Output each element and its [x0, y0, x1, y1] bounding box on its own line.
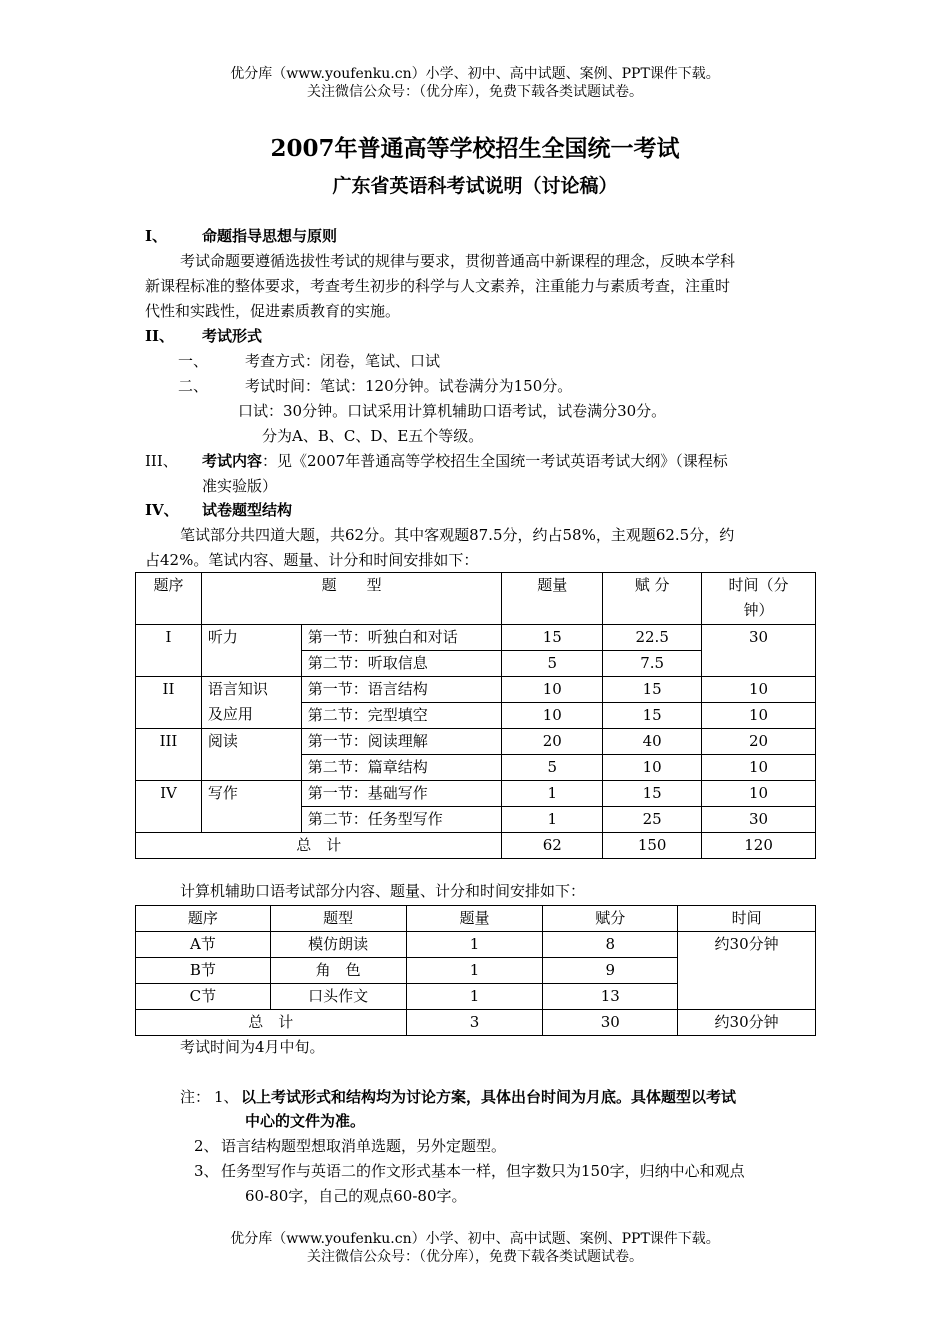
header-time: 时间 — [678, 906, 816, 932]
part-count: 15 — [502, 625, 603, 651]
note-1-line-2: 中心的文件为准。 — [245, 1112, 366, 1130]
exam-form-grades: 分为A、B、C、D、E五个等级。 — [262, 427, 484, 445]
section-count: 1 — [406, 984, 543, 1010]
part-score: 7.5 — [603, 651, 702, 677]
section-1-paragraph-line-3: 代性和实践性，促进素质教育的实施。 — [145, 302, 401, 320]
section-3-text: ：见《2007年普通高等学校招生全国统一考试英语考试大纲》（课程标 — [262, 452, 728, 470]
section-1-title: 命题指导思想与原则 — [202, 227, 338, 245]
table-total-row — [136, 833, 816, 859]
section-type: 口头作文 — [270, 984, 406, 1010]
section-4-paragraph-line-1: 笔试部分共四道大题，共62分。其中客观题87.5分，约占58%，主观题62.5分，约 — [180, 526, 735, 544]
oral-table-intro: 计算机辅助口语考试部分内容、题量、计分和时间安排如下： — [180, 882, 586, 900]
part-name: 第一节：语言结构 — [301, 677, 502, 703]
part-time: 20 — [702, 729, 816, 755]
section-2-title: 考试形式 — [202, 327, 263, 345]
total-score: 30 — [543, 1010, 678, 1036]
exam-form-oral: 口试：30分钟。口试采用计算机辅助口语考试，试卷满分30分。 — [238, 402, 667, 420]
part-time: 10 — [702, 677, 816, 703]
exam-form-item-2: 考试时间：笔试：120分钟。试卷满分为150分。 — [245, 377, 573, 395]
part-time: 10 — [702, 703, 816, 729]
section-count: 1 — [406, 932, 543, 958]
header-count: 题量 — [406, 906, 543, 932]
group-name — [201, 677, 301, 729]
table-row — [136, 625, 816, 651]
part-score: 25 — [603, 807, 702, 833]
header-time-line-2: 钟） — [743, 601, 774, 619]
note-3-line-2: 60-80字，自己的观点60-80字。 — [245, 1187, 467, 1205]
table-header-row — [136, 906, 816, 932]
header-score: 赋分 — [543, 906, 678, 932]
group-number: I — [136, 625, 202, 677]
part-time: 10 — [702, 755, 816, 781]
table-row — [136, 677, 816, 703]
note-2-number: 2、 — [194, 1137, 219, 1155]
header-order: 题序 — [136, 906, 271, 932]
section-type: 角 色 — [270, 958, 406, 984]
section-3-number: III、 — [145, 452, 178, 470]
part-score: 15 — [603, 703, 702, 729]
section-type: 模仿朗读 — [270, 932, 406, 958]
group-number: IV — [136, 781, 202, 833]
note-3-number: 3、 — [194, 1162, 219, 1180]
part-count: 5 — [502, 651, 603, 677]
page-title: 2007年普通高等学校招生全国统一考试 — [270, 135, 680, 162]
header-order: 题序 — [136, 573, 202, 625]
exam-form-item-2-number: 二、 — [178, 377, 209, 395]
header-type: 题 型 — [201, 573, 501, 625]
exam-form-item-1-number: 一、 — [178, 352, 209, 370]
group-name-line-1: 语言知识 — [207, 680, 268, 698]
part-count: 20 — [502, 729, 603, 755]
table-header-row — [136, 573, 816, 625]
part-name: 第二节：篇章结构 — [301, 755, 502, 781]
part-count: 10 — [502, 703, 603, 729]
part-score: 22.5 — [603, 625, 702, 651]
section-1-paragraph-line-2: 新课程标准的整体要求，考查考生初步的科学与人文素养，注重能力与素质考查，注重时 — [145, 277, 731, 295]
oral-exam-table — [135, 905, 816, 1036]
header-time — [702, 573, 816, 625]
part-name: 第二节：任务型写作 — [301, 807, 502, 833]
total-label: 总 计 — [136, 833, 502, 859]
total-time: 约30分钟 — [678, 1010, 816, 1036]
group-number: II — [136, 677, 202, 729]
table-row — [136, 781, 816, 807]
section-1-paragraph-line-1: 考试命题要遵循选拔性考试的规律与要求，贯彻普通高中新课程的理念，反映本学科 — [180, 252, 736, 270]
total-count: 62 — [502, 833, 603, 859]
part-score: 15 — [603, 677, 702, 703]
group-name: 写作 — [201, 781, 301, 833]
part-name: 第一节：听独白和对话 — [301, 625, 502, 651]
table-total-row — [136, 1010, 816, 1036]
oral-time: 约30分钟 — [678, 932, 816, 1010]
note-1-line-1: 以上考试形式和结构均为讨论方案，具体出台时间为月底。具体题型以考试 — [241, 1088, 737, 1106]
section-count: 1 — [406, 958, 543, 984]
section-score: 9 — [543, 958, 678, 984]
table-row — [136, 932, 816, 958]
part-count: 10 — [502, 677, 603, 703]
section-4-paragraph-line-2: 占42%。笔试内容、题量、计分和时间安排如下： — [145, 551, 479, 569]
group-number: III — [136, 729, 202, 781]
section-4-title: 试卷题型结构 — [202, 501, 293, 519]
header-line-2: 关注微信公众号：（优分库），免费下载各类试题试卷。 — [307, 84, 643, 100]
exam-date-note: 考试时间为4月中旬。 — [180, 1038, 325, 1056]
section-order: C节 — [136, 984, 271, 1010]
section-3-content — [202, 449, 728, 474]
notes-label: 注： — [180, 1088, 211, 1106]
part-time: 30 — [702, 807, 816, 833]
header-count: 题量 — [502, 573, 603, 625]
header-time-line-1: 时间（分 — [728, 576, 789, 594]
part-score: 15 — [603, 781, 702, 807]
footer-line-2: 关注微信公众号：（优分库），免费下载各类试题试卷。 — [307, 1249, 643, 1265]
header-line-1: 优分库（www.youfenku.cn）小学、初中、高中试题、案例、PPT课件下载。 — [230, 66, 720, 82]
header-score: 赋 分 — [603, 573, 702, 625]
exam-form-item-1: 考查方式：闭卷，笔试、口试 — [245, 352, 441, 370]
written-exam-table — [135, 572, 816, 859]
group-name-line-2: 及应用 — [207, 705, 253, 723]
part-name: 第一节：阅读理解 — [301, 729, 502, 755]
part-name: 第一节：基础写作 — [301, 781, 502, 807]
part-count: 1 — [502, 807, 603, 833]
header-type: 题型 — [270, 906, 406, 932]
group-time: 30 — [702, 625, 816, 677]
note-1-number: 1、 — [214, 1088, 239, 1106]
group-name: 听力 — [201, 625, 301, 677]
part-score: 40 — [603, 729, 702, 755]
section-3-text-line-2: 准实验版） — [202, 477, 278, 495]
part-time: 10 — [702, 781, 816, 807]
part-count: 5 — [502, 755, 603, 781]
total-score: 150 — [603, 833, 702, 859]
table-row — [136, 729, 816, 755]
note-2: 语言结构题型想取消单选题，另外定题型。 — [221, 1137, 507, 1155]
section-2-number: II、 — [145, 327, 175, 345]
part-count: 1 — [502, 781, 603, 807]
section-order: A节 — [136, 932, 271, 958]
part-name: 第二节：完型填空 — [301, 703, 502, 729]
total-time: 120 — [702, 833, 816, 859]
section-4-number: IV、 — [145, 501, 179, 519]
page-subtitle: 广东省英语科考试说明（讨论稿） — [332, 175, 618, 197]
section-1-number: I、 — [145, 227, 168, 245]
group-name: 阅读 — [201, 729, 301, 781]
section-score: 13 — [543, 984, 678, 1010]
section-3-label: 考试内容 — [202, 452, 263, 470]
total-label: 总 计 — [136, 1010, 407, 1036]
section-order: B节 — [136, 958, 271, 984]
total-count: 3 — [406, 1010, 543, 1036]
part-name: 第二节：听取信息 — [301, 651, 502, 677]
note-3-line-1: 任务型写作与英语二的作文形式基本一样，但字数只为150字，归纳中心和观点 — [221, 1162, 745, 1180]
part-score: 10 — [603, 755, 702, 781]
section-score: 8 — [543, 932, 678, 958]
footer-line-1: 优分库（www.youfenku.cn）小学、初中、高中试题、案例、PPT课件下载。 — [230, 1231, 720, 1247]
